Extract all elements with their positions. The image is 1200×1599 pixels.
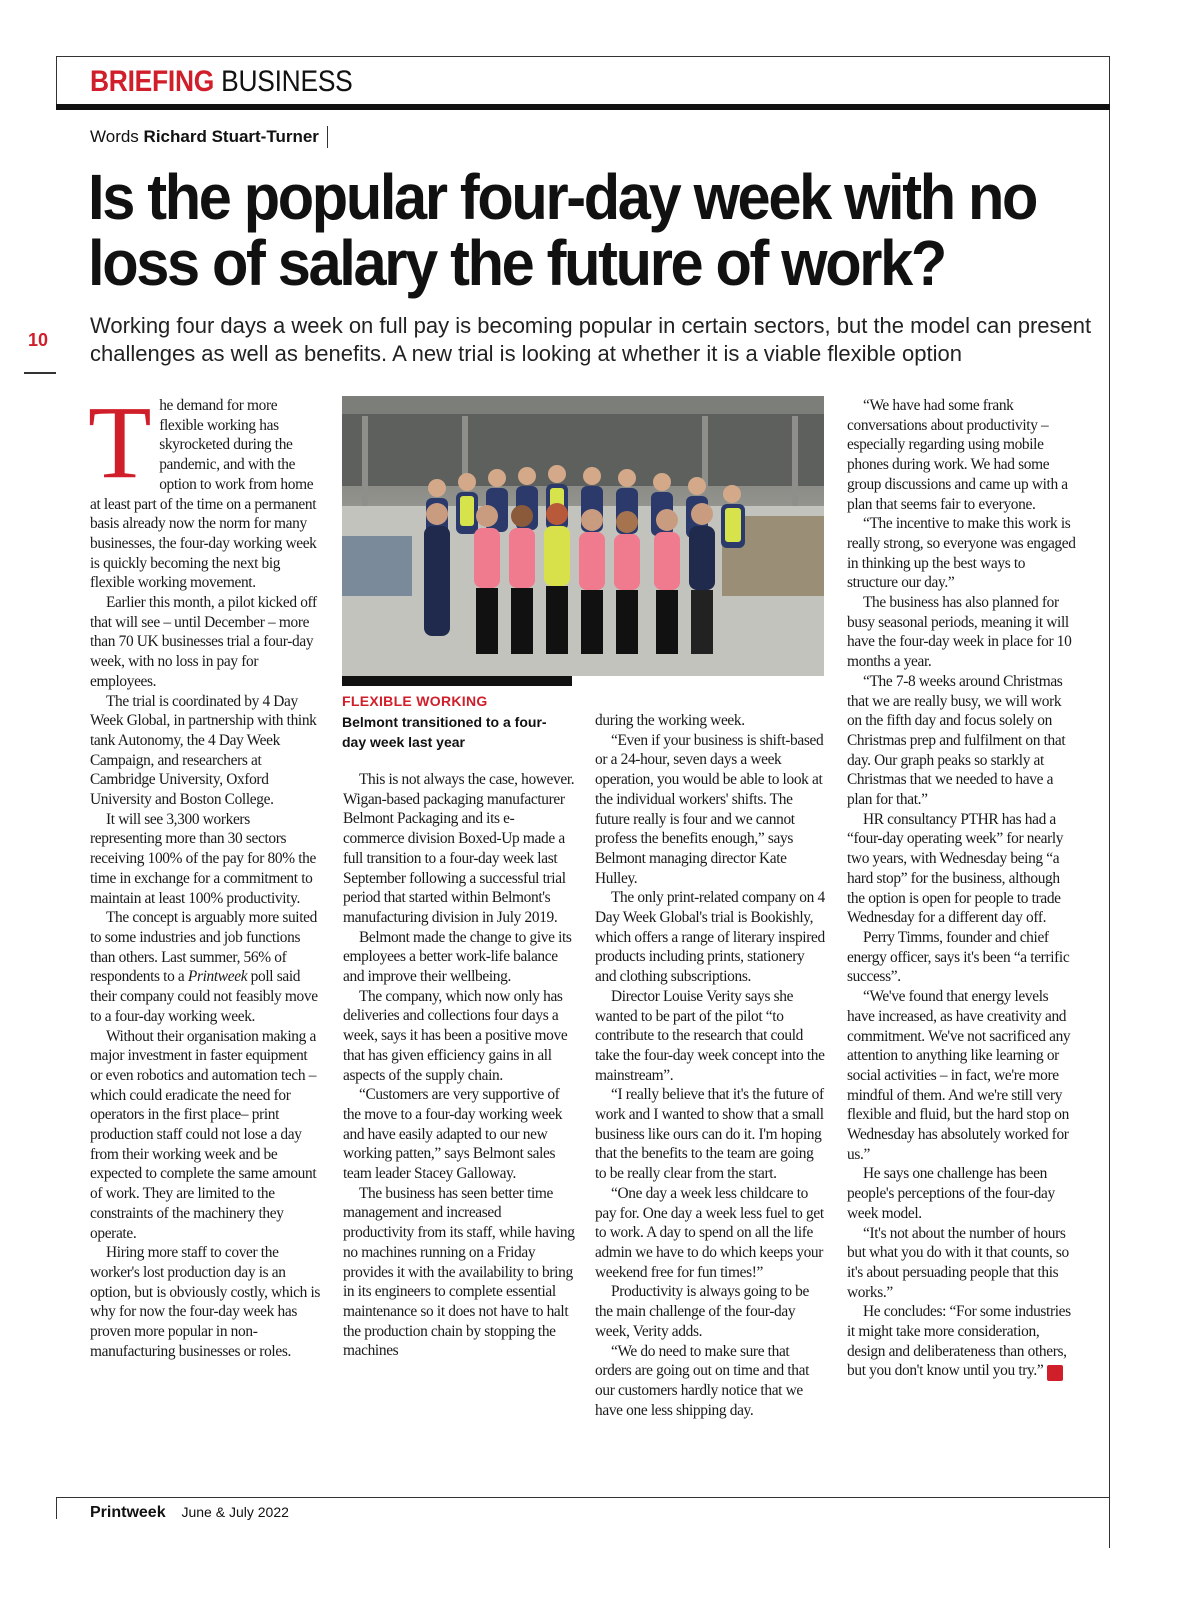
headline: Is the popular four-day week with no loss of salary the future of work? [88, 161, 1037, 299]
article-paragraph: Without their organisation making a major investment in faster equipment or even robotics and automation tech – which could eradicate the need for operators in the first place– print production staff could not lose a day from their working week and be expected to complete the same amount of work. They are limited to the constraints of the machinery they operate. [90, 1027, 317, 1242]
end-mark-icon: P [1047, 1365, 1063, 1381]
byline [90, 126, 328, 148]
standfirst: Working four days a week on full pay is becoming popular in certain sectors, but the model can present challenges as well as benefits. A new trial is looking at whether it is a viable flexible option [90, 313, 1092, 366]
article-paragraph: “We have had some frank conversations about productivity – especially regarding using mobile phones during work. We had some group discussions and came up with a plan that seems fair to everyone. [847, 397, 1068, 513]
article-paragraph: Director Louise Verity says she wanted to be part of the pilot “to contribute to the research that could take the four-day week concept into the mainstream”. [595, 987, 825, 1084]
team-photo-illustration [342, 396, 824, 676]
footer-issue: June & July 2022 [181, 1504, 289, 1520]
page-footer [90, 1503, 289, 1522]
page-frame-right [1109, 56, 1110, 1548]
page-frame-left [56, 56, 57, 106]
byline-author: Richard Stuart-Turner [143, 127, 319, 146]
paragraph-text: The concept is arguably more suited to some industries and job functions than others. Last summer, 56% of respondents to a [90, 909, 317, 986]
article-paragraph [88, 385, 322, 593]
section-sub: BUSINESS [221, 65, 353, 98]
photo-caption-bar [342, 676, 572, 686]
article-paragraph: Hiring more staff to cover the worker's lost production day is an option, but is obviously costly, which is why for now the four-day week has proven more popular in non-manufacturing businesses or roles. [90, 1244, 321, 1360]
article-paragraph: during the working week. [595, 712, 745, 729]
article-paragraph: “It's not about the number of hours but what you do with it that counts, so it's about persuading people that this works.” [847, 1224, 1069, 1301]
byline-prefix: Words [90, 127, 139, 146]
article-paragraph: Perry Timms, founder and chief energy officer, says it's been “a terrific success”. [847, 928, 1070, 986]
article-column-3 [595, 711, 827, 1420]
article-paragraph: The trial is coordinated by 4 Day Week Global, in partnership with think tank Autonomy, the 4 Day Week Campaign, and researchers at Cambridge University, Oxford University and Boston College. [90, 692, 317, 809]
article-paragraph: “The 7-8 weeks around Christmas that we are really busy, we will work on the fifth day and focus solely on Christmas prep and fulfilment on that day. Our graph peaks so starkly at Christmas that we needed to have a plan for that.” [847, 672, 1066, 809]
article-paragraph: “Even if your business is shift-based or a 24-hour, seven days a week operation, you would be able to look at the individual workers' shifts. The future really is four and we cannot profess the benefits enough,” says Belmont managing director Kate Hulley. [595, 731, 824, 887]
drop-cap: T [88, 385, 152, 500]
article-paragraph: Belmont made the change to give its employees a better work-life balance and improve their wellbeing. [343, 928, 572, 986]
article-paragraph: “Customers are very supportive of the move to a four-day working week and have easily adapted to our new working patten,” says Belmont sales team leader Stacey Galloway. [343, 1086, 563, 1183]
article-paragraph: “The incentive to make this work is really strong, so everyone was engaged in thinking up the best ways to structure our day.” [847, 515, 1076, 592]
team-photo [342, 396, 824, 676]
paragraph-text: poll said their company could not feasibly move to a four-day working week. [90, 968, 318, 1025]
article-paragraph: “We've found that energy levels have increased, as have creativity and commitment. We've not sacrificed any attention to anything like learning or social activities – in fact, we're more mindful of them. And we're still very flexible and fluid, but the hard stop on Wednesday has absolutely worked for us.” [847, 988, 1071, 1163]
article-paragraph: The business has seen better time management and increased productivity from its staff, while having no machines running on a Friday provides it with the availability to bring in its engineers to complete essential maintenance so it does not have to halt the production chain by stopping the machines [343, 1184, 575, 1360]
article-column-2 [343, 770, 575, 1361]
article-paragraph: “One day a week less childcare to pay for. One day a week less fuel to get to work. A day to spend on all the life admin we have to do which keeps your weekend free for fun times!” [595, 1184, 824, 1281]
section-header [90, 64, 353, 100]
page-number-rule [24, 372, 56, 374]
article-paragraph: It will see 3,300 workers representing more than 30 sectors receiving 100% of the pay for 80% the time in exchange for a commitment to maintain at least 100% productivity. [90, 810, 316, 907]
article-column-1 [88, 385, 322, 1361]
article-paragraph: The business has also planned for busy seasonal periods, meaning it will have the four-day week in place for 10 months a year. [847, 594, 1072, 671]
paragraph-text: He concludes: “For some industries it might take more consideration, design and deliberateness than others, but you don't know until you try.” [847, 1303, 1071, 1380]
article-paragraph: “We do need to make sure that orders are going out on time and that our customers hardly notice that we have one less shipping day. [595, 1342, 810, 1419]
header-rule [56, 104, 1110, 110]
article-column-4 [847, 396, 1079, 1381]
section-label: BRIEFING [90, 65, 215, 98]
footer-rule [56, 1497, 1110, 1498]
footer-publication: Printweek [90, 1504, 166, 1521]
article-paragraph [847, 1302, 1079, 1381]
caption-label: FLEXIBLE WORKING [342, 693, 488, 709]
article-paragraph: Earlier this month, a pilot kicked off that will see – until December – more than 70 UK businesses trial a four-day week, with no loss in pay for employees. [90, 594, 317, 690]
paragraph-text: he demand for more flexible working has skyrocketed during the pandemic, and with the option to work from home at least part of the time on a permanent basis already now the norm for many businesses, the four-day working week is quickly becoming the next big flexible working movement. [90, 397, 317, 592]
footer-left-rule [56, 1497, 57, 1519]
article-paragraph: HR consultancy PTHR has had a “four-day operating week” for nearly two years, with Wednesday being “a hard stop” for the business, although the option is open for people to trade Wednesday for a different day off. [847, 810, 1064, 927]
page-frame-top [56, 56, 1110, 57]
article-paragraph: “I really believe that it's the future of work and I wanted to show that a small business like ours can do it. I'm hoping that the benefits to the team are going to be really clear from the start. [595, 1086, 824, 1183]
article-paragraph: He says one challenge has been people's perceptions of the four-day week model. [847, 1165, 1055, 1222]
article-paragraph: The only print-related company on 4 Day Week Global's trial is Bookishly, which offers a range of literary inspired products including prints, stationery and clothing subscriptions. [595, 889, 825, 986]
page-number: 10 [28, 330, 49, 350]
article-paragraph [90, 908, 322, 1026]
publication-mention: Printweek [187, 968, 248, 986]
caption-text: Belmont transitioned to a four-day week last year [342, 714, 547, 750]
article-paragraph: This is not always the case, however. Wigan-based packaging manufacturer Belmont Packaging and its e-commerce division Boxed-Up made a full transition to a four-day week last September following a successful trial period that started within Belmont's manufacturing division in July 2019. [343, 771, 575, 926]
article-paragraph: The company, which now only has deliveries and collections four days a week, says it has been a positive move that has given efficiency gains in all aspects of the supply chain. [343, 987, 568, 1084]
article-paragraph: Productivity is always going to be the main challenge of the four-day week, Verity adds. [595, 1283, 809, 1340]
